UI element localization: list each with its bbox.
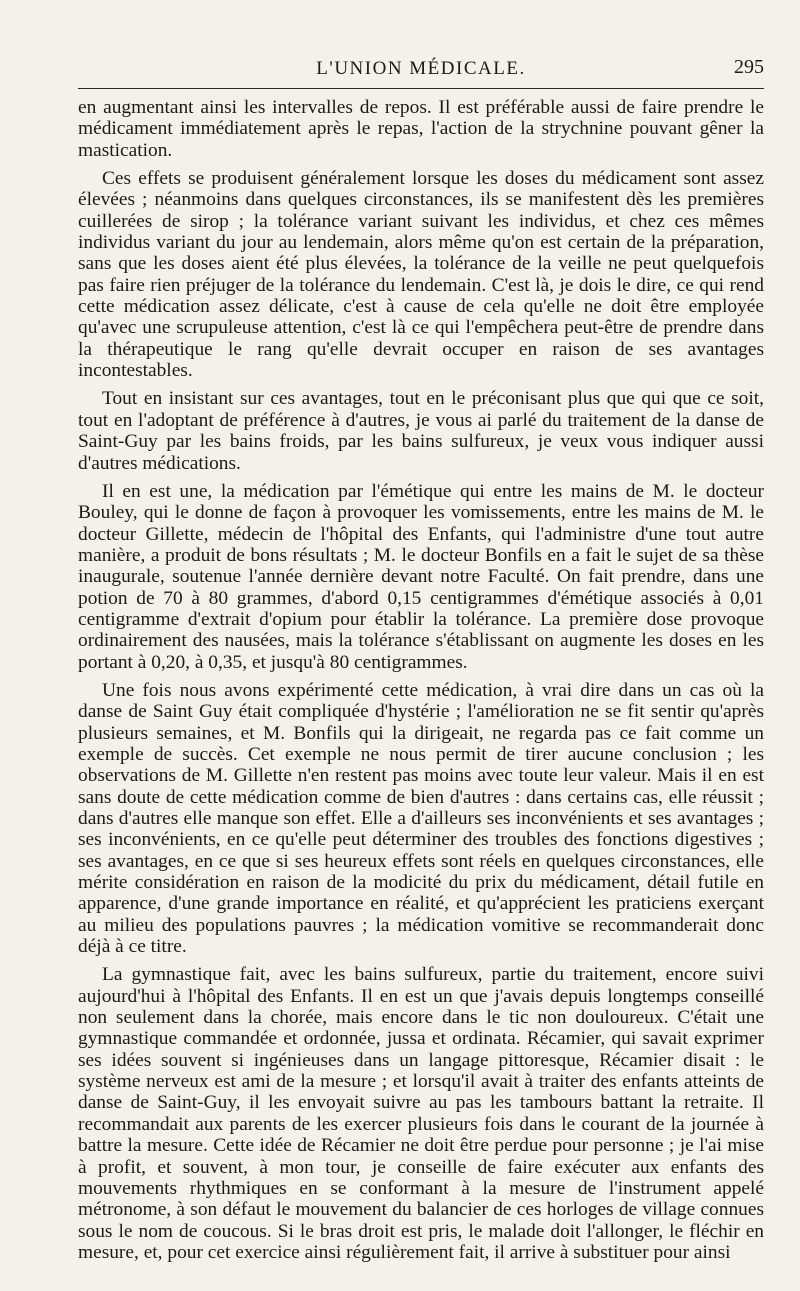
header-rule xyxy=(78,88,764,89)
body-text xyxy=(78,88,764,1263)
paragraph: Il en est une, la médication par l'émétique qui entre les mains de M. le docteur Bouley, qui le donne de façon à provoquer les vomissements, entre les mains de M. le docteur Gillette, médecin de l'hôpital des Enfants, qui l'administre d'une tout autre manière, a produit de bons résultats ; M. le docteur Bonfils en a fait le sujet de sa thèse inaugurale, soutenue l'année dernière devant notre Faculté. On fait prendre, dans une potion de 70 à 80 grammes, d'abord 0,15 centigrammes d'émétique associés à 0,01 centigramme d'extrait d'opium pour établir la tolérance. La première dose provoque ordinairement des nausées, mais la tolérance s'établissant on augmente les doses en les portant à 0,20, à 0,35, et jusqu'à 80 centigrammes. xyxy=(78,480,764,673)
paragraph: Tout en insistant sur ces avantages, tout en le préconisant plus que qui que ce soit, tout en l'adoptant de préférence à d'autres, je vous ai parlé du traitement de la danse de Saint-Guy par les bains froids, par les bains sulfureux, je veux vous indiquer aussi d'autres médications. xyxy=(78,388,764,474)
paragraph: en augmentant ainsi les intervalles de repos. Il est préférable aussi de faire prendre le médicament immédiatement après le repas, l'action de la strychnine pouvant gêner la mastication. xyxy=(78,97,764,161)
paragraph: Une fois nous avons expérimenté cette médication, à vrai dire dans un cas où la danse de Saint Guy était compliquée d'hystérie ; l'amélioration ne se fit sentir qu'après plusieurs semaines, et M. Bonfils qui la dirigeait, ne regarda pas ce fait comme un exemple de succès. Cet exemple ne nous permit de tirer aucune conclusion ; les observations de M. Gillette n'en restent pas moins avec toute leur valeur. Mais il en est sans doute de cette médication comme de bien d'autres : dans certains cas, elle réussit ; dans d'autres elle manque son effet. Elle a d'ailleurs ses inconvénients et ses avantages ; ses inconvénients, en ce qu'elle peut déterminer des troubles des fonctions digestives ; ses avantages, en ce que si ses heureux effets sont réels en quelques circonstances, elle mérite considération en raison de la modicité du prix du médicament, détail futile en apparence, d'une grande importance en réalité, et qu'apprécient les praticiens exerçant au milieu des populations pauvres ; la médication vomitive se recommanderait donc déjà à ce titre. xyxy=(78,679,764,958)
paragraph: La gymnastique fait, avec les bains sulfureux, partie du traitement, encore suivi aujourd'hui à l'hôpital des Enfants. Il en est un que j'avais depuis longtemps conseillé non seulement dans la chorée, mais encore dans le tic non douloureux. C'était une gymnastique commandée et ordonnée, jussa et ordinata. Récamier, qui savait exprimer ses idées souvent si ingénieuses dans un langage pittoresque, Récamier disait : le système nerveux est ami de la mesure ; et lorsqu'il avait à traiter des enfants atteints de danse de Saint-Guy, il les envoyait suivre au pas les tambours battant la retraite. Il recommandait aux parents de les exercer plusieurs fois dans le courant de la journée à battre la mesure. Cette idée de Récamier ne doit être perdue pour personne ; je l'ai mise à profit, et souvent, à mon tour, je conseille de faire exécuter aux enfants des mouvements rhythmiques en se conformant à la mesure de l'instrument appelé métronome, à son défaut le mouvement du balancier de ces horloges de village connues sous le nom de coucous. Si le bras droit est pris, le malade doit l'allonger, le fléchir en mesure, et, pour cet exercice ainsi régulièrement fait, il arrive à substituer pour ainsi xyxy=(78,964,764,1263)
paragraph: Ces effets se produisent généralement lorsque les doses du médicament sont assez élevées ; néanmoins dans quelques circonstances, ils se manifestent dès les premières cuillerées de sirop ; la tolérance variant suivant les individus, et chez ces mêmes individus variant du jour au lendemain, alors même qu'on est certain de la préparation, sans que les doses aient été plus élevées, la tolérance de la veille ne peut quelquefois pas faire rien préjuger de la tolérance du lendemain. C'est là, je dois le dire, ce qui rend cette médication assez délicate, c'est à cause de cela qu'elle ne doit être employée qu'avec une scrupuleuse attention, c'est là ce qui l'empêchera peut-être de prendre dans la thérapeutique le rang qu'elle devrait occuper en raison de ses avantages incontestables. xyxy=(78,168,764,382)
running-title: L'UNION MÉDICALE. xyxy=(316,58,526,79)
page-number: 295 xyxy=(734,56,764,78)
running-head xyxy=(78,0,764,88)
